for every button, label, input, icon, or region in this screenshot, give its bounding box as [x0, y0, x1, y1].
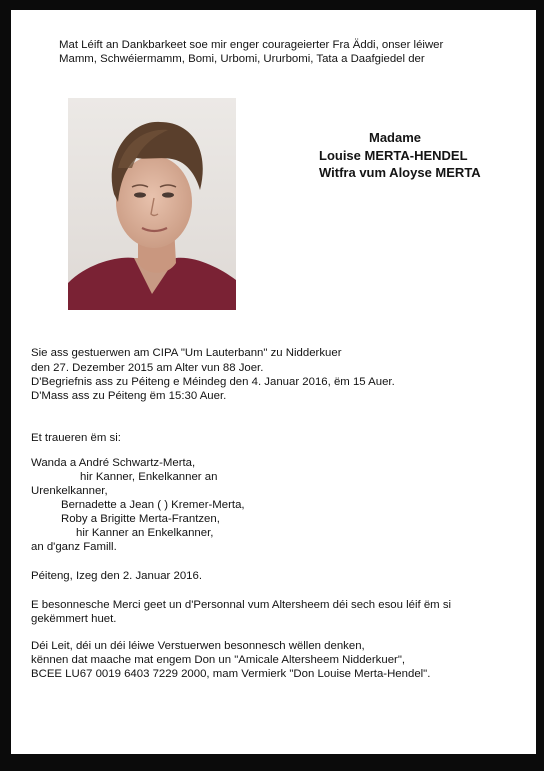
details-line-3: D'Begriefnis ass zu Péiteng e Méindeg den 4. Januar 2016, ëm 15 Auer.	[31, 376, 395, 388]
mourner-line: Wanda a André Schwartz-Merta,	[31, 457, 196, 469]
deceased-title: Madame	[369, 130, 422, 145]
thanks-line-1: E besonnesche Merci geet un d'Personnal vum Altersheem déi sech esou léif ëm si	[31, 599, 452, 611]
donation-line-3: BCEE LU67 0019 6403 7229 2000, mam Vermierk "Don Louise Merta-Hendel".	[31, 668, 431, 680]
donation-line-2: kënnen dat maache mat engem Don un "Amicale Altersheem Nidderkuer",	[31, 654, 406, 666]
mourners-heading: Et traueren ëm si:	[31, 432, 121, 444]
deceased-name: Louise MERTA-HENDEL	[319, 148, 468, 163]
mourner-line: Urenkelkanner,	[31, 485, 108, 497]
mourner-line: Bernadette a Jean ( ) Kremer-Merta,	[61, 499, 245, 511]
details-line-4: D'Mass ass zu Péiteng ëm 15:30 Auer.	[31, 390, 227, 402]
donation-line-1: Déi Leit, déi un déi léiwe Verstuerwen besonnesch wëllen denken,	[31, 640, 365, 652]
intro-line-2: Mamm, Schwéiermamm, Bomi, Urbomi, Ururbomi, Tata a Daafgiedel der	[59, 53, 425, 65]
mourner-line: hir Kanner, Enkelkanner an	[80, 471, 218, 483]
mourner-line: Roby a Brigitte Merta-Frantzen,	[61, 513, 220, 525]
details-line-2: den 27. Dezember 2015 am Alter vun 88 Joer.	[31, 362, 264, 374]
portrait-illustration	[68, 98, 236, 310]
mourner-line: hir Kanner an Enkelkanner,	[76, 527, 214, 539]
place-date: Péiteng, Izeg den 2. Januar 2016.	[31, 570, 202, 582]
intro-line-1: Mat Léift an Dankbarkeet soe mir enger courageierter Fra Äddi, onser léiwer	[59, 39, 444, 51]
portrait-photo	[68, 98, 236, 310]
deceased-status: Witfra vum Aloyse MERTA	[319, 165, 481, 180]
mourner-line: an d'ganz Famill.	[31, 541, 117, 553]
details-line-1: Sie ass gestuerwen am CIPA "Um Lauterbann" zu Nidderkuer	[31, 347, 342, 359]
thanks-line-2: gekëmmert huet.	[31, 613, 117, 625]
